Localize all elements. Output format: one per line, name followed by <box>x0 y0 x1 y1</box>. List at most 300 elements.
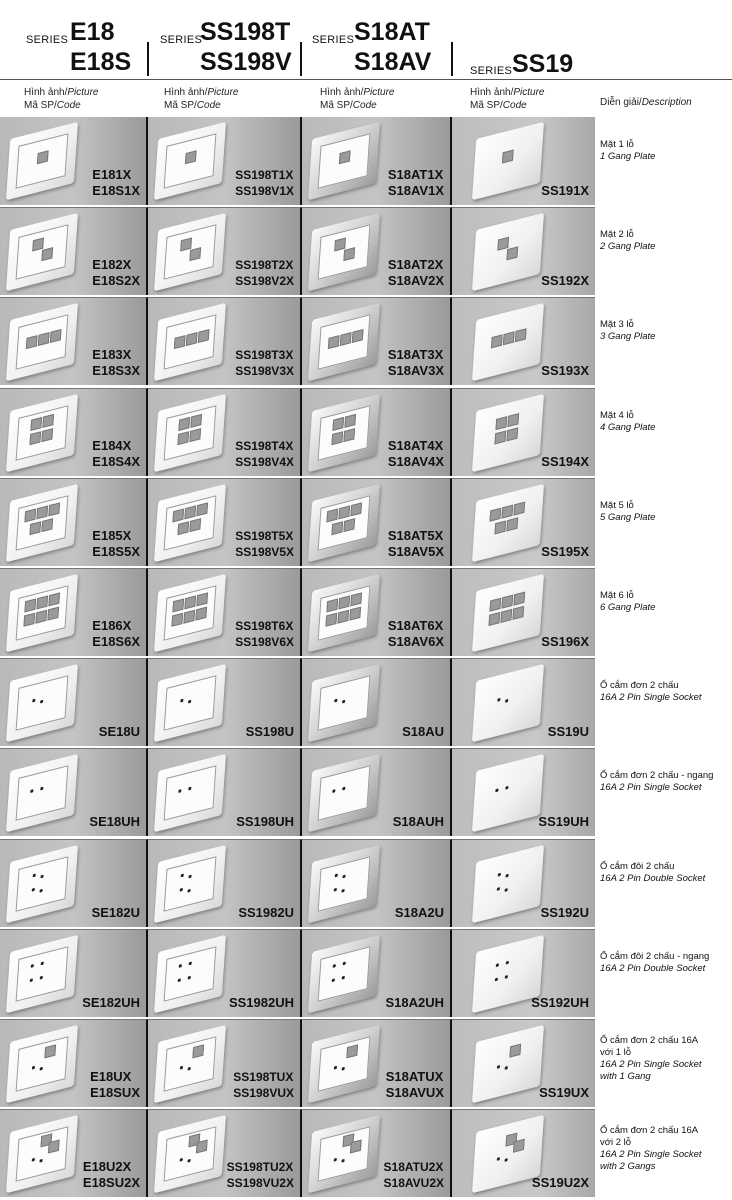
desc-vi-text: Mặt 3 lỗ <box>600 319 634 331</box>
product-cell <box>148 568 302 656</box>
product-cell <box>452 748 595 836</box>
col-header-2 <box>164 86 239 112</box>
product-cell <box>452 478 595 566</box>
product-code: SS198U <box>245 724 294 740</box>
switch-hole <box>195 607 207 621</box>
socket-pin <box>334 887 337 891</box>
plate-frame <box>164 315 217 371</box>
switch-hole <box>174 336 186 350</box>
picture-en: Picture <box>67 87 99 98</box>
switch-hole <box>331 521 343 535</box>
socket-pin <box>505 786 508 790</box>
switch-hole <box>488 612 500 626</box>
code-en: Code <box>502 100 527 111</box>
plate-frame <box>16 315 69 371</box>
wall-plate-image <box>308 213 380 292</box>
col-header-4 <box>470 86 545 112</box>
product-cell <box>148 1109 302 1197</box>
switch-hole <box>26 336 38 350</box>
plate-frame <box>164 675 217 731</box>
socket-pin <box>342 1067 345 1071</box>
product-cell <box>148 207 302 295</box>
product-code: SS198T4X SS198V4X <box>235 438 294 469</box>
switch-hole <box>189 428 201 442</box>
product-code: SS1982U <box>238 904 294 920</box>
socket-pin <box>188 787 191 791</box>
switch-hole <box>338 595 350 609</box>
wall-plate-image <box>6 844 78 923</box>
product-description <box>600 770 730 794</box>
wall-plate-image <box>472 484 544 563</box>
switch-hole <box>178 417 190 431</box>
wall-plate-image <box>472 664 544 743</box>
series-label: SERIES <box>26 34 69 46</box>
product-cell <box>302 478 452 566</box>
socket-pin <box>187 1159 190 1163</box>
switch-hole <box>331 431 343 445</box>
wall-plate-image <box>6 122 78 201</box>
socket-pin <box>32 1158 35 1162</box>
product-description <box>600 500 730 524</box>
plate-frame <box>16 1126 69 1182</box>
desc-vi-text: Ổ cắm đơn 2 chấu 16A với 1 lỗ <box>600 1035 699 1058</box>
switch-hole <box>172 508 184 522</box>
product-row <box>0 658 595 747</box>
switch-hole <box>41 247 53 261</box>
product-description <box>600 861 730 885</box>
product-cell <box>0 929 148 1017</box>
wall-plate-image <box>154 664 226 743</box>
wall-plate-image <box>154 213 226 292</box>
product-row <box>0 478 595 567</box>
desc-en-text: 4 Gang Plate <box>600 421 656 433</box>
switch-hole <box>326 508 338 522</box>
socket-pin <box>39 1159 42 1163</box>
product-cell <box>302 929 452 1017</box>
desc-vi-text: Ổ cắm đơn 2 chấu - ngang <box>600 770 714 782</box>
switch-hole <box>344 413 356 427</box>
product-code: SS191X <box>541 183 589 198</box>
plate-frame <box>318 1036 371 1092</box>
plate-frame <box>318 224 371 280</box>
socket-pin <box>335 873 338 877</box>
plate-frame <box>482 675 535 731</box>
plate-frame <box>318 133 371 189</box>
socket-pin <box>341 1159 344 1163</box>
switch-hole <box>48 1140 60 1154</box>
switch-hole <box>512 606 524 620</box>
switch-hole <box>189 247 201 261</box>
picture-en: Picture <box>363 87 395 98</box>
series-title-1: SS19 <box>512 50 574 78</box>
switch-hole <box>338 505 350 519</box>
code-vi: Mã SP/ <box>164 100 197 111</box>
plate-frame <box>482 946 535 1002</box>
socket-pin <box>188 976 191 980</box>
series-s18a-header <box>312 6 452 76</box>
plate-frame <box>16 585 69 641</box>
product-cell <box>302 748 452 836</box>
product-cell <box>302 568 452 656</box>
switch-hole <box>352 329 364 343</box>
product-code: S18AT6X S18AV6X <box>387 618 444 649</box>
socket-pin <box>180 1158 183 1162</box>
plate-frame <box>318 585 371 641</box>
plate-frame <box>164 856 217 912</box>
socket-pin <box>40 787 43 791</box>
product-cell <box>302 839 452 927</box>
socket-pin <box>188 1067 191 1071</box>
product-cell <box>148 658 302 746</box>
switch-hole <box>24 598 36 612</box>
product-cell <box>0 1019 148 1107</box>
switch-hole <box>36 505 48 519</box>
switch-hole <box>501 595 513 609</box>
desc-vi-text: Ổ cắm đơn 2 chấu <box>600 680 679 692</box>
socket-pin <box>495 789 498 793</box>
product-description <box>600 1035 730 1083</box>
product-row <box>0 1019 595 1108</box>
switch-hole <box>326 598 338 612</box>
switch-hole <box>184 595 196 609</box>
wall-plate-image <box>154 935 226 1014</box>
series-title-1: S18AT <box>354 18 430 46</box>
switch-hole <box>42 413 54 427</box>
header-divider <box>300 42 302 76</box>
plate-frame <box>482 856 535 912</box>
product-cell <box>148 297 302 385</box>
wall-plate-image <box>154 484 226 563</box>
switch-hole <box>343 518 355 532</box>
switch-hole <box>186 332 198 346</box>
socket-pin <box>180 699 183 703</box>
product-description <box>600 590 730 614</box>
col-header-3 <box>320 86 395 112</box>
socket-pin <box>180 1066 183 1070</box>
wall-plate-image <box>472 303 544 382</box>
product-cell <box>452 1109 595 1197</box>
desc-en-text: 5 Gang Plate <box>600 511 656 523</box>
desc-vi: Diễn giải/ <box>600 97 642 108</box>
wall-plate-image <box>308 664 380 743</box>
wall-plate-image <box>6 484 78 563</box>
product-code: E183X E18S3X <box>92 347 140 379</box>
product-code: SS198T2X SS198V2X <box>235 258 294 289</box>
product-code: SS198T3X SS198V3X <box>235 348 294 379</box>
product-code: SS198T6X SS198V6X <box>235 619 294 649</box>
product-grid <box>0 117 595 1200</box>
product-code: SE18UH <box>89 814 140 830</box>
plate-frame <box>16 766 69 822</box>
socket-pin <box>497 1065 500 1069</box>
picture-en: Picture <box>207 87 239 98</box>
series-title-2: SS198V <box>200 48 292 76</box>
product-cell <box>452 388 595 476</box>
plate-frame <box>482 405 535 461</box>
product-cell <box>452 839 595 927</box>
product-cell <box>148 929 302 1017</box>
wall-plate-image <box>154 574 226 653</box>
product-code: S18A2U <box>394 904 444 920</box>
header-divider <box>451 42 453 76</box>
product-cell <box>452 929 595 1017</box>
socket-pin <box>188 700 191 704</box>
switch-hole <box>350 592 362 606</box>
product-description <box>600 319 730 343</box>
plate-frame <box>318 946 371 1002</box>
product-code: S18A2UH <box>385 994 444 1010</box>
switch-hole <box>507 413 519 427</box>
socket-pin <box>505 1158 508 1162</box>
switch-hole <box>177 431 189 445</box>
product-cell <box>148 117 302 205</box>
product-row <box>0 748 595 837</box>
plate-frame <box>318 856 371 912</box>
plate-frame <box>16 224 69 280</box>
wall-plate-image <box>6 1025 78 1104</box>
code-en: Code <box>352 100 377 111</box>
plate-frame <box>164 585 217 641</box>
desc-vi-text: Mặt 1 lỗ <box>600 139 634 150</box>
product-cell <box>302 297 452 385</box>
switch-hole <box>506 427 518 441</box>
socket-pin <box>32 887 35 891</box>
plate-frame <box>482 495 535 551</box>
wall-plate-image <box>308 935 380 1014</box>
product-row <box>0 929 595 1018</box>
socket-pin <box>498 872 501 876</box>
product-code: SS19UX <box>539 1085 589 1100</box>
product-code: SE182U <box>91 904 140 920</box>
socket-pin <box>334 699 337 703</box>
desc-en-text: 16A 2 Pin Single Socket with 1 Gang <box>600 1059 702 1082</box>
switch-hole <box>29 431 41 445</box>
switch-hole <box>325 613 337 627</box>
product-cell <box>0 388 148 476</box>
plate-frame <box>318 1126 371 1182</box>
product-code: SS192UH <box>531 994 589 1010</box>
product-code: S18AUH <box>392 814 444 830</box>
wall-plate-image <box>308 754 380 833</box>
plate-frame <box>164 1126 217 1182</box>
product-description <box>600 680 730 704</box>
product-code: SS194X <box>541 453 589 469</box>
socket-pin <box>33 873 36 877</box>
socket-pin <box>31 964 34 968</box>
wall-plate-image <box>472 754 544 833</box>
socket-pin <box>178 978 181 982</box>
desc-vi-text: Mặt 6 lỗ <box>600 590 634 601</box>
product-cell <box>452 117 595 205</box>
wall-plate-image <box>472 122 544 201</box>
socket-pin <box>505 1066 508 1070</box>
series-ss198-header <box>160 6 300 76</box>
switch-hole <box>346 1044 358 1058</box>
product-row <box>0 839 595 928</box>
header-divider <box>147 42 149 76</box>
socket-pin <box>505 699 508 703</box>
product-code: SE18U <box>98 724 140 740</box>
product-code: S18ATU2X S18AVU2X <box>383 1160 444 1191</box>
series-title-1: E18 <box>70 18 115 46</box>
switch-hole <box>41 518 53 532</box>
switch-hole <box>494 430 506 444</box>
product-description <box>600 951 730 975</box>
desc-en-text: 16A 2 Pin Single Socket with 2 Gangs <box>600 1149 702 1173</box>
switch-hole <box>506 247 518 261</box>
wall-plate-image <box>472 393 544 472</box>
switch-hole <box>24 508 36 522</box>
product-code: SS193X <box>541 363 589 379</box>
socket-pin <box>187 888 190 892</box>
plate-frame <box>482 315 535 371</box>
series-title-1: SS198T <box>200 18 291 46</box>
switch-hole <box>500 609 512 623</box>
switch-hole <box>491 335 503 349</box>
switch-hole <box>29 521 41 535</box>
product-code: E185X E18S5X <box>92 527 140 559</box>
product-cell <box>148 748 302 836</box>
plate-frame <box>16 675 69 731</box>
socket-pin <box>505 888 508 892</box>
switch-hole <box>489 598 501 612</box>
switch-hole <box>44 1044 56 1058</box>
product-code: SS196X <box>541 634 589 649</box>
wall-plate-image <box>154 844 226 923</box>
switch-hole <box>38 332 50 346</box>
wall-plate-image <box>308 393 380 472</box>
socket-pin <box>32 1066 35 1070</box>
product-code: SE182UH <box>82 994 140 1010</box>
socket-pin <box>506 961 509 965</box>
switch-hole <box>48 502 60 516</box>
socket-pin <box>39 888 42 892</box>
plate-frame <box>318 495 371 551</box>
product-description <box>600 410 730 434</box>
plate-frame <box>16 405 69 461</box>
desc-en-text: 16A 2 Pin Single Socket <box>600 782 702 794</box>
desc-vi-text: Mặt 2 lỗ <box>600 229 634 241</box>
switch-hole <box>343 428 355 442</box>
product-code: E182X E18S2X <box>92 257 140 289</box>
wall-plate-image <box>308 303 380 382</box>
socket-pin <box>32 699 35 703</box>
switch-hole <box>350 1140 362 1154</box>
socket-pin <box>181 873 184 877</box>
product-row <box>0 1109 595 1198</box>
series-e18-header <box>26 6 156 76</box>
wall-plate-image <box>6 393 78 472</box>
product-code: S18AT4X S18AV4X <box>387 437 444 469</box>
product-code: E18UX E18SUX <box>90 1069 140 1100</box>
switch-hole <box>337 610 349 624</box>
switch-hole <box>339 150 351 164</box>
switch-hole <box>340 332 352 346</box>
product-code: SS198TUX SS198VUX <box>233 1070 294 1100</box>
product-cell <box>0 568 148 656</box>
wall-plate-image <box>472 213 544 292</box>
product-code: E184X E18S4X <box>92 437 140 469</box>
socket-pin <box>189 961 192 965</box>
header-rule <box>0 79 732 80</box>
switch-hole <box>47 607 59 621</box>
code-vi: Mã SP/ <box>470 100 503 111</box>
socket-pin <box>188 874 191 878</box>
wall-plate-image <box>154 122 226 201</box>
switch-hole <box>343 247 355 261</box>
picture-vi: Hình ảnh/ <box>164 87 208 98</box>
series-ss19-header <box>470 6 610 76</box>
plate-frame <box>16 856 69 912</box>
socket-pin <box>334 1158 337 1162</box>
plate-frame <box>164 495 217 551</box>
wall-plate-image <box>154 1025 226 1104</box>
socket-pin <box>178 790 181 794</box>
wall-plate-image <box>6 574 78 653</box>
code-vi: Mã SP/ <box>24 100 57 111</box>
wall-plate-image <box>154 303 226 382</box>
plate-frame <box>16 495 69 551</box>
product-description <box>600 229 730 253</box>
switch-hole <box>185 150 197 164</box>
product-code: S18ATUX S18AVUX <box>385 1069 444 1100</box>
switch-hole <box>513 501 525 515</box>
wall-plate-image <box>308 122 380 201</box>
wall-plate-image <box>472 574 544 653</box>
switch-hole <box>332 417 344 431</box>
switch-hole <box>37 150 49 164</box>
desc-header <box>600 97 692 108</box>
product-cell <box>0 658 148 746</box>
col-header-1 <box>24 86 99 112</box>
series-label: SERIES <box>470 65 513 77</box>
socket-pin <box>40 1067 43 1071</box>
picture-vi: Hình ảnh/ <box>470 87 514 98</box>
wall-plate-image <box>6 303 78 382</box>
desc-en-text: 2 Gang Plate <box>600 241 656 253</box>
switch-hole <box>184 505 196 519</box>
socket-pin <box>496 963 499 967</box>
product-cell <box>452 297 595 385</box>
product-code: SS19U2X <box>531 1175 589 1191</box>
product-row <box>0 207 595 296</box>
product-code: S18AT5X S18AV5X <box>387 527 444 559</box>
wall-plate-image <box>6 1115 78 1194</box>
socket-pin <box>30 978 33 982</box>
socket-pin <box>30 790 33 794</box>
product-cell <box>148 1019 302 1107</box>
picture-vi: Hình ảnh/ <box>24 87 68 98</box>
code-vi: Mã SP/ <box>320 100 353 111</box>
product-code: SS19UH <box>538 814 589 830</box>
socket-pin <box>341 888 344 892</box>
desc-vi-text: Ổ cắm đôi 2 chấu - ngang <box>600 950 710 962</box>
product-code: SS198T5X SS198V5X <box>235 528 294 559</box>
product-code: SS195X <box>541 543 589 559</box>
switch-hole <box>36 595 48 609</box>
switch-hole <box>349 607 361 621</box>
switch-hole <box>192 1044 204 1058</box>
product-cell <box>302 388 452 476</box>
desc-en-text: 6 Gang Plate <box>600 602 656 613</box>
switch-hole <box>494 520 506 534</box>
wall-plate-image <box>308 1025 380 1104</box>
switch-hole <box>328 336 340 350</box>
product-cell <box>148 478 302 566</box>
product-cell <box>0 297 148 385</box>
product-code: S18AU <box>402 724 444 740</box>
plate-frame <box>164 946 217 1002</box>
